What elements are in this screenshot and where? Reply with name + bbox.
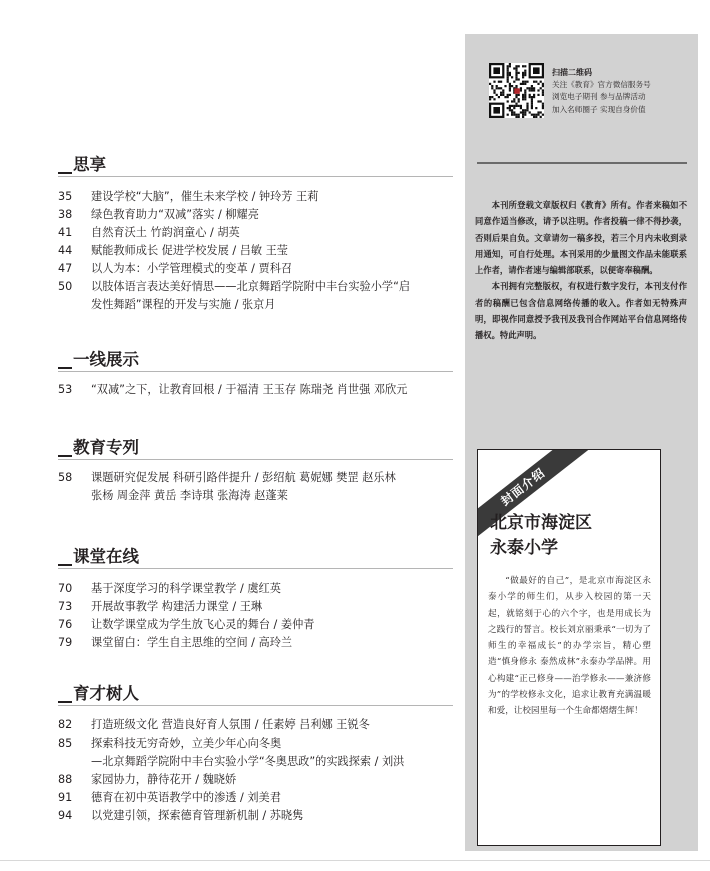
entry-title: 自然育沃土 竹韵润童心 / 胡英 bbox=[91, 226, 240, 239]
entry-title-continued: —北京舞蹈学院附中丰台实验小学“冬奥思政”的实践探索 / 刘洪 bbox=[91, 755, 405, 768]
entry-title: 以人为本：小学管理模式的变革 / 贾科召 bbox=[91, 262, 293, 275]
entry-title: 课堂留白：学生自主思维的空间 / 高玲兰 bbox=[91, 636, 293, 649]
school-name-line: 北京市海淀区 bbox=[490, 513, 592, 533]
page-number: 38 bbox=[58, 208, 73, 221]
page-number: 82 bbox=[58, 718, 73, 731]
page-number: 50 bbox=[58, 280, 73, 293]
qr-caption bbox=[552, 66, 692, 116]
cover-intro-ribbon: 封面介绍 bbox=[477, 449, 589, 542]
section-heading: 育才树人 bbox=[58, 680, 139, 704]
page-number: 94 bbox=[58, 809, 73, 822]
cover-description-text: “做最好的自己”，是北京市海淀区永泰小学的师生们，从步入校园的第一天起，就铭刻于心的六个字，也是用成长为之践行的誓言。校长刘京丽秉承“一切为了师生的幸福成长”的办学宗旨，精心塑造“慎身修永 泰然成林”永泰办学品牌。用心构建“正己修身——治学修永——兼济修为”的学校修永文化，追求让教育充满温暖和爱，让校园里每一个生命都熠熠生辉！ bbox=[488, 576, 651, 717]
page-number: 44 bbox=[58, 244, 73, 257]
section-divider bbox=[58, 705, 453, 706]
page-number: 88 bbox=[58, 773, 73, 786]
page-number: 47 bbox=[58, 262, 73, 275]
entry-title: 以肢体语言表达美好情思——北京舞蹈学院附中丰台实验小学“启 bbox=[91, 280, 411, 293]
school-name bbox=[490, 511, 655, 561]
page-bottom-rule bbox=[0, 860, 710, 861]
section-divider bbox=[58, 459, 453, 460]
section-heading: 课堂在线 bbox=[58, 543, 139, 567]
qr-code[interactable] bbox=[489, 63, 544, 118]
cover-description bbox=[488, 573, 651, 720]
section-divider bbox=[58, 568, 453, 569]
page-number: 35 bbox=[58, 190, 73, 203]
qr-title: 扫描二维码 bbox=[552, 67, 592, 77]
section-divider bbox=[58, 371, 453, 372]
qr-line: 关注《教育》官方微信服务号 bbox=[552, 79, 651, 89]
entry-title: 课题研究促发展 科研引路伴提升 / 彭绍航 葛妮娜 樊罡 赵乐林 bbox=[91, 471, 396, 484]
entry-title: 德育在初中英语教学中的渗透 / 刘美君 bbox=[91, 791, 281, 804]
copyright-notice bbox=[475, 197, 687, 344]
entry-title: 赋能教师成长 促进学校发展 / 吕敏 王莹 bbox=[91, 244, 288, 257]
entry-title: 开展故事教学 构建活力课堂 / 王琳 bbox=[91, 600, 263, 613]
page-number: 58 bbox=[58, 471, 73, 484]
entry-title: 打造班级文化 营造良好育人氛围 / 任素婷 吕利娜 王锐冬 bbox=[91, 718, 370, 731]
page-number: 41 bbox=[58, 226, 73, 239]
copyright-paragraph: 本刊所登载文章版权归《教育》所有。作者来稿如不同意作适当修改，请予以注明。作者投稿一律不得抄袭，否则后果自负。文章请勿一稿多投，若三个月内未收到录用通知，可自行处理。本刊采用的少量图文作品未能联系上作者，请作者速与编辑部联系，以便寄奉稿酬。 bbox=[475, 200, 687, 276]
page-number: 70 bbox=[58, 582, 73, 595]
entry-title: “双减”之下，让教育回根 / 于福清 王玉存 陈瑞尧 肖世强 邓欣元 bbox=[91, 383, 408, 396]
copyright-paragraph: 本刊拥有完整版权，有权进行数字发行，本刊支付作者的稿酬已包含信息网络传播的收入。作者如无特殊声明，即视作同意授予我刊及我刊合作网站平台信息网络传播权。特此声明。 bbox=[475, 281, 687, 341]
entry-title: 家园协力，静待花开 / 魏晓娇 bbox=[91, 773, 237, 786]
qr-line: 浏览电子期刊 参与品牌活动 bbox=[552, 92, 646, 101]
entry-title: 基于深度学习的科学课堂教学 / 虞红英 bbox=[91, 582, 281, 595]
section-heading: 一线展示 bbox=[58, 346, 139, 370]
qr-line: 加入名师圈子 实现自身价值 bbox=[552, 104, 646, 114]
school-name-line: 永泰小学 bbox=[490, 538, 558, 558]
page-number: 79 bbox=[58, 636, 73, 649]
page-number: 91 bbox=[58, 791, 73, 804]
section-divider bbox=[58, 176, 453, 177]
section-heading: 思享 bbox=[58, 151, 106, 175]
page-number: 73 bbox=[58, 600, 73, 613]
entry-title-continued: 发性舞蹈”课程的开发与实施 / 张京月 bbox=[91, 298, 276, 311]
entry-title-continued: 张杨 周金萍 黄岳 李诗琪 张海涛 赵蓬莱 bbox=[91, 489, 288, 502]
section-heading: 教育专列 bbox=[58, 434, 139, 458]
entry-title: 绿色教育助力“双减”落实 / 柳耀亮 bbox=[91, 208, 259, 221]
page-number: 85 bbox=[58, 737, 73, 750]
page-number: 76 bbox=[58, 618, 73, 631]
entry-title: 让数学课堂成为学生放飞心灵的舞台 / 姜仲青 bbox=[91, 618, 315, 631]
entry-title: 探索科技无穷奇妙，立美少年心向冬奥 bbox=[91, 737, 282, 750]
cover-intro-box bbox=[477, 449, 661, 846]
page-number: 53 bbox=[58, 383, 73, 396]
sidebar-divider bbox=[477, 162, 687, 164]
entry-title: 建设学校“大脑”，催生未来学校 / 钟玲芳 王莉 bbox=[91, 190, 319, 203]
entry-title: 以党建引领，探索德育管理新机制 / 苏晓隽 bbox=[91, 809, 304, 822]
